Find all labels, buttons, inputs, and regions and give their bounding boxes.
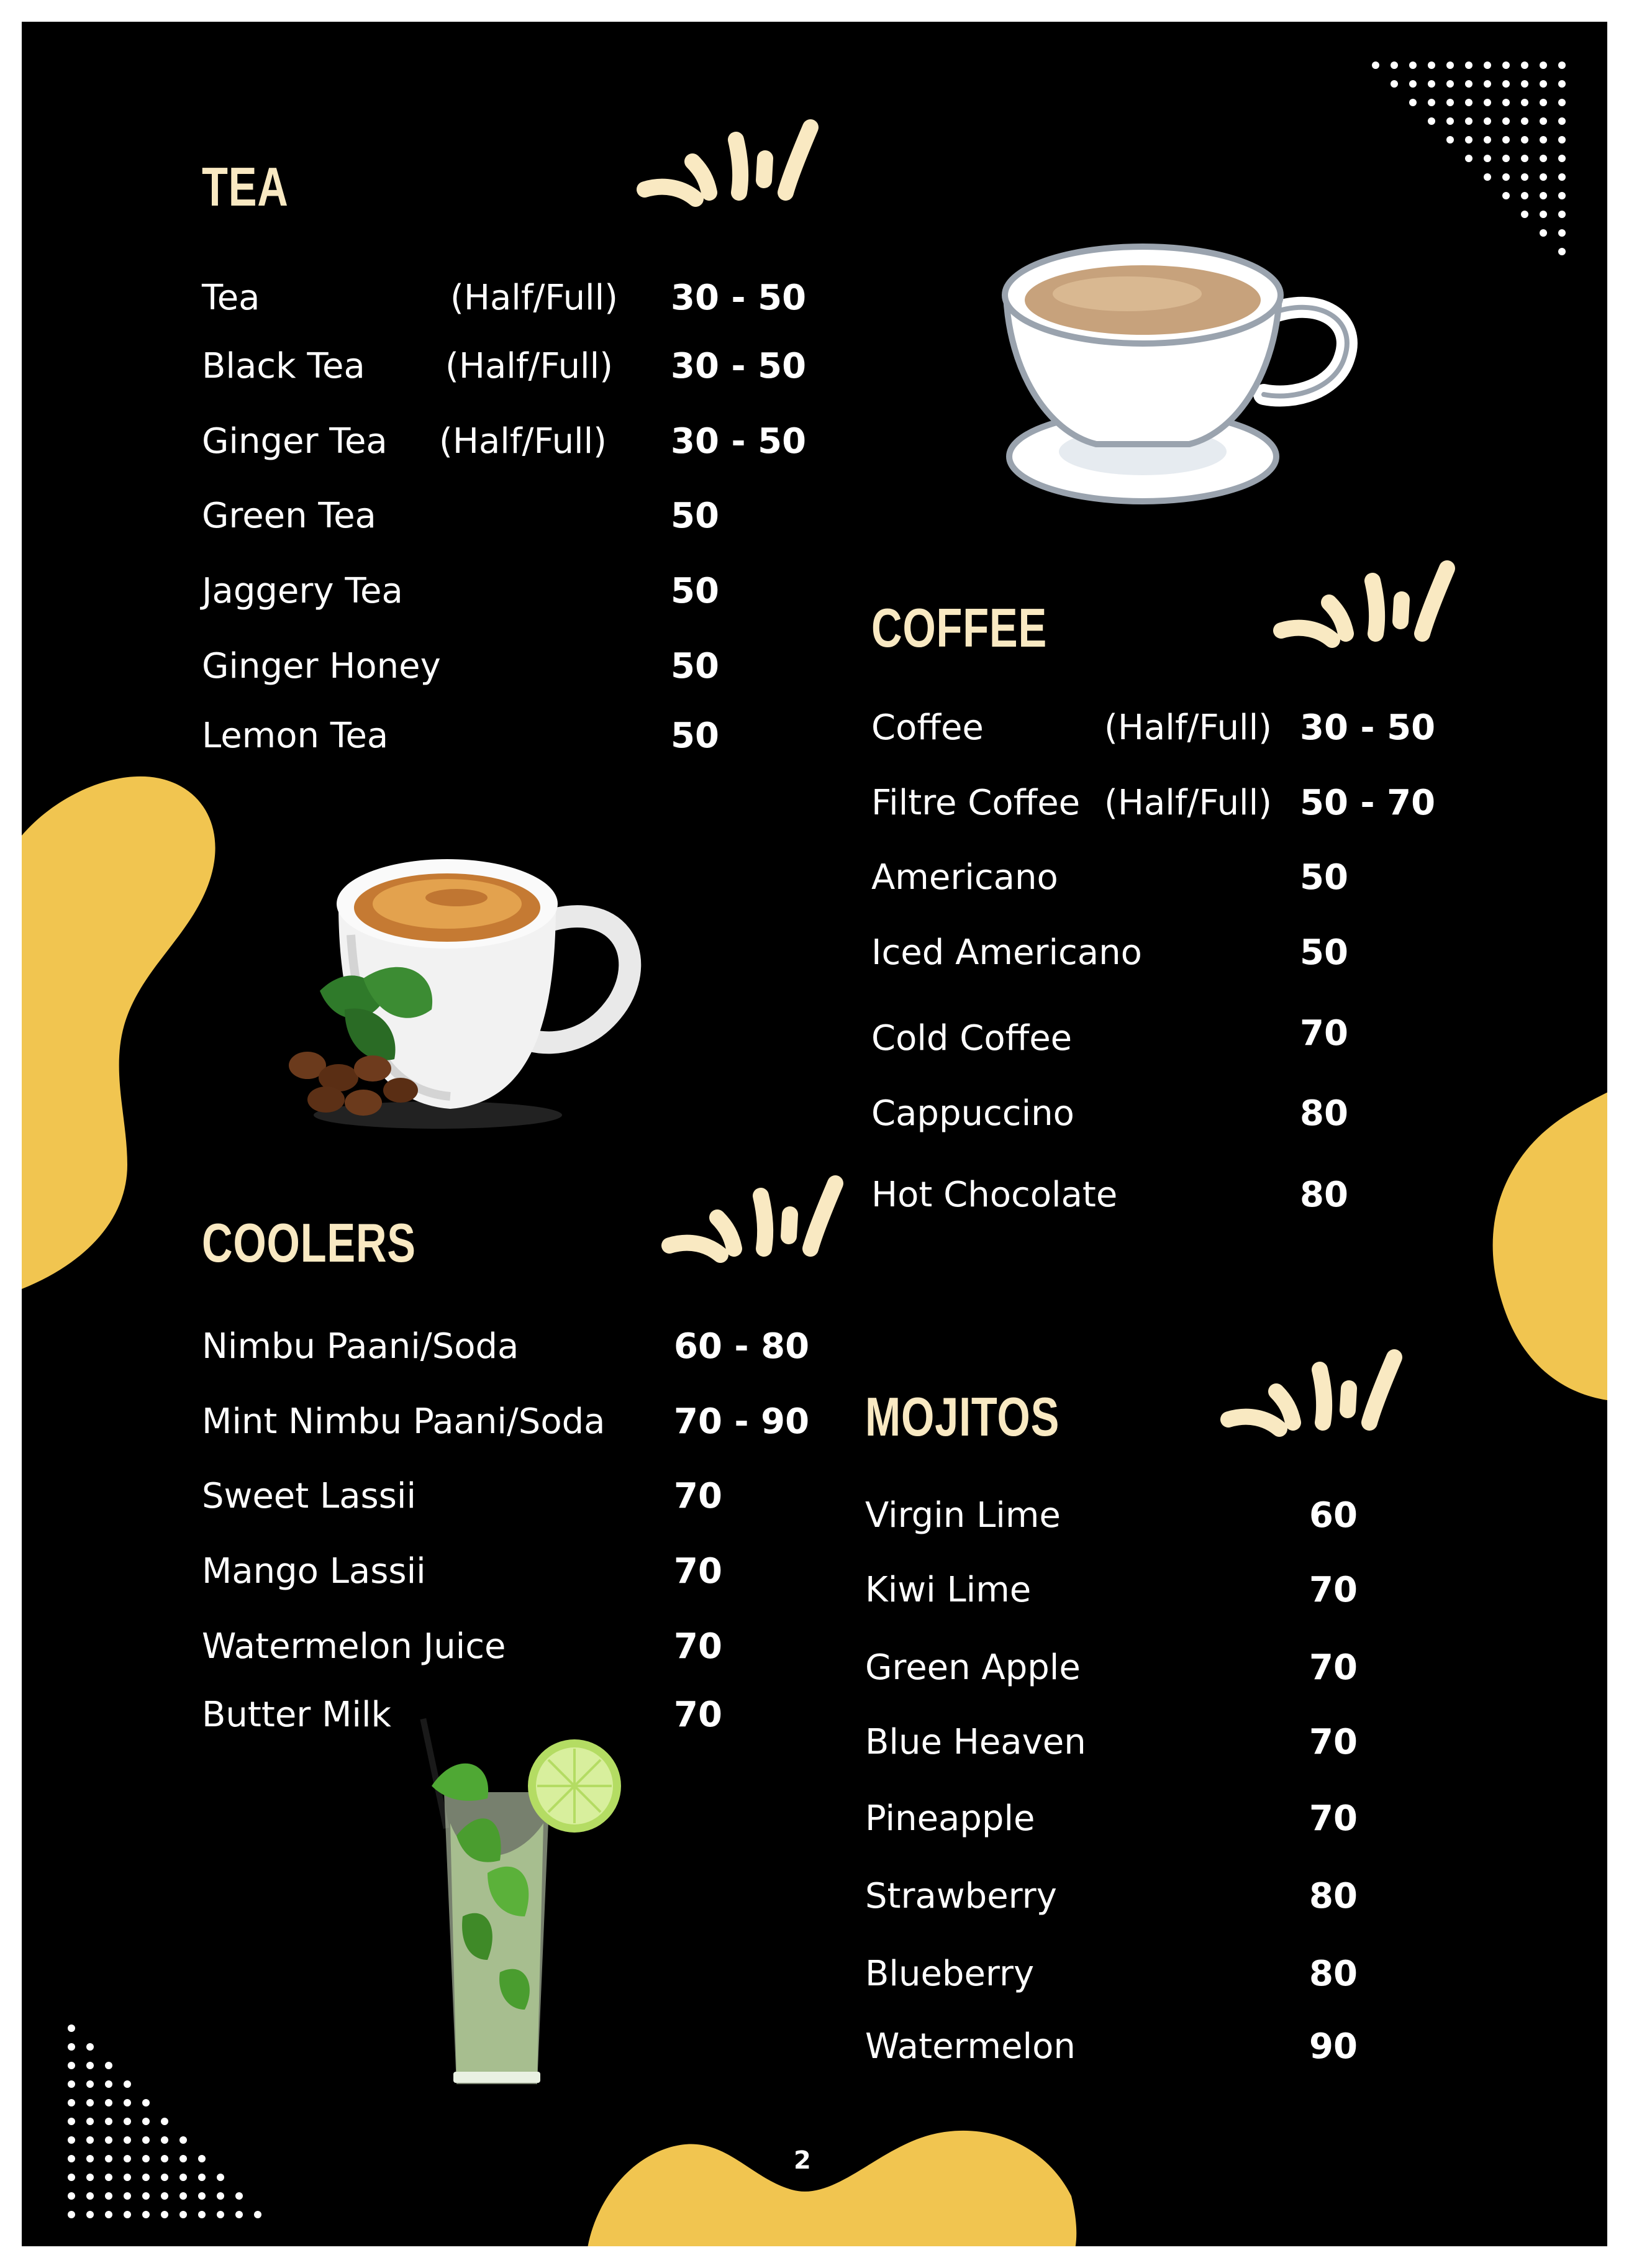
item-name: Lemon Tea: [202, 716, 389, 756]
item-price: 70: [1300, 1013, 1348, 1054]
item-price: 60: [1309, 1495, 1358, 1536]
sparkle-icon: [633, 115, 832, 233]
menu-item: [865, 2022, 1424, 2072]
item-name: Mint Nimbu Paani/Soda: [202, 1401, 606, 1442]
item-price: 80: [1300, 1175, 1348, 1215]
menu-item: [865, 1872, 1424, 1921]
menu-item: [202, 567, 823, 616]
item-price: 80: [1300, 1093, 1348, 1134]
tea-cup-icon: [972, 227, 1369, 512]
menu-item: [202, 642, 823, 691]
menu-item: [202, 417, 823, 467]
item-name: Black Tea: [202, 346, 365, 386]
item-price: 80: [1309, 1954, 1358, 1994]
sparkle-icon: [658, 1171, 857, 1289]
item-name: Tea: [202, 278, 260, 318]
sparkle-icon: [1217, 1345, 1416, 1463]
item-price: 30 - 50: [671, 278, 807, 318]
item-price: 50 - 70: [1300, 783, 1436, 823]
menu-item: [202, 711, 823, 761]
menu-item: [202, 1622, 823, 1672]
item-name: Nimbu Paani/Soda: [202, 1326, 519, 1367]
mojito-glass-icon: [394, 1711, 643, 2097]
sparkle-icon: [1270, 556, 1469, 674]
item-name: Hot Chocolate: [871, 1175, 1118, 1215]
menu-item: [202, 491, 823, 541]
item-name: Coffee: [871, 708, 984, 748]
menu-item: [865, 1949, 1424, 1999]
coolers-section-title: COOLERS: [202, 1212, 416, 1273]
item-name: Pineapple: [865, 1798, 1035, 1839]
menu-item: [871, 778, 1492, 828]
item-name: Jaggery Tea: [202, 571, 403, 611]
item-name: Ginger Tea: [202, 421, 388, 462]
item-name: Cappuccino: [871, 1093, 1074, 1134]
menu-item: [865, 1643, 1424, 1693]
item-name: Mango Lassii: [202, 1551, 426, 1592]
item-price: 30 - 50: [1300, 708, 1436, 748]
menu-item: [202, 1472, 823, 1521]
item-name: Blueberry: [865, 1954, 1035, 1994]
item-price: 70: [1309, 1647, 1358, 1688]
item-name: Iced Americano: [871, 932, 1142, 973]
item-size: (Half/Full): [1104, 783, 1273, 823]
item-price: 30 - 50: [671, 346, 807, 386]
item-price: 60 - 80: [674, 1326, 810, 1367]
item-name: Americano: [871, 857, 1058, 898]
dot-pattern-icon: [65, 2022, 276, 2233]
item-price: 70: [1309, 1798, 1358, 1839]
menu-item: [871, 703, 1492, 753]
item-price: 50: [671, 571, 719, 611]
mojitos-section-title: MOJITOS: [865, 1386, 1060, 1447]
item-price: 70 - 90: [674, 1401, 810, 1442]
menu-item: [202, 1690, 823, 1740]
item-price: 70: [674, 1626, 722, 1667]
item-name: Watermelon Juice: [202, 1626, 506, 1667]
menu-item: [202, 342, 823, 391]
bottom-blob-shape: [587, 2121, 1078, 2246]
item-price: 90: [1309, 2026, 1358, 2067]
tea-section-title: TEA: [202, 156, 289, 217]
item-name: Strawberry: [865, 1876, 1057, 1916]
menu-item: [865, 1718, 1424, 1767]
menu-item: [871, 1014, 1492, 1063]
item-price: 50: [1300, 857, 1348, 898]
menu-item: [202, 1322, 823, 1372]
menu-item: [871, 1089, 1492, 1139]
left-blob-shape: [22, 755, 227, 1301]
item-price: 70: [674, 1476, 722, 1516]
menu-item: [865, 1794, 1424, 1844]
item-name: Green Tea: [202, 496, 376, 536]
item-size: (Half/Full): [439, 421, 607, 462]
item-name: Kiwi Lime: [865, 1570, 1032, 1610]
item-name: Green Apple: [865, 1647, 1081, 1688]
menu-page: [22, 22, 1607, 2246]
item-price: 50: [671, 496, 719, 536]
dot-pattern-icon: [1369, 59, 1581, 283]
item-name: Cold Coffee: [871, 1018, 1073, 1059]
item-price: 30 - 50: [671, 421, 807, 462]
item-name: Butter Milk: [202, 1695, 391, 1735]
coffee-cup-icon: [270, 823, 692, 1146]
item-name: Ginger Honey: [202, 646, 441, 686]
item-size: (Half/Full): [445, 346, 614, 386]
menu-item: [871, 1170, 1492, 1220]
coffee-section-title: COFFEE: [871, 597, 1048, 658]
item-price: 50: [1300, 932, 1348, 973]
menu-item: [202, 1397, 823, 1447]
item-price: 70: [674, 1695, 722, 1735]
item-name: Virgin Lime: [865, 1495, 1061, 1536]
item-price: 70: [1309, 1570, 1358, 1610]
item-price: 70: [1309, 1722, 1358, 1762]
item-name: Blue Heaven: [865, 1722, 1086, 1762]
menu-item: [865, 1565, 1424, 1615]
item-price: 50: [671, 716, 719, 756]
item-size: (Half/Full): [1104, 708, 1273, 748]
page-number: 2: [794, 2146, 811, 2175]
menu-item: [202, 273, 823, 323]
item-price: 80: [1309, 1876, 1358, 1916]
item-name: Watermelon: [865, 2026, 1076, 2067]
item-price: 50: [671, 646, 719, 686]
right-blob-shape: [1487, 1090, 1607, 1426]
menu-item: [202, 1547, 823, 1596]
item-name: Sweet Lassii: [202, 1476, 416, 1516]
menu-item: [871, 853, 1492, 903]
menu-item: [871, 928, 1492, 978]
item-size: (Half/Full): [450, 278, 619, 318]
item-name: Filtre Coffee: [871, 783, 1081, 823]
menu-item: [865, 1491, 1424, 1541]
item-price: 70: [674, 1551, 722, 1592]
